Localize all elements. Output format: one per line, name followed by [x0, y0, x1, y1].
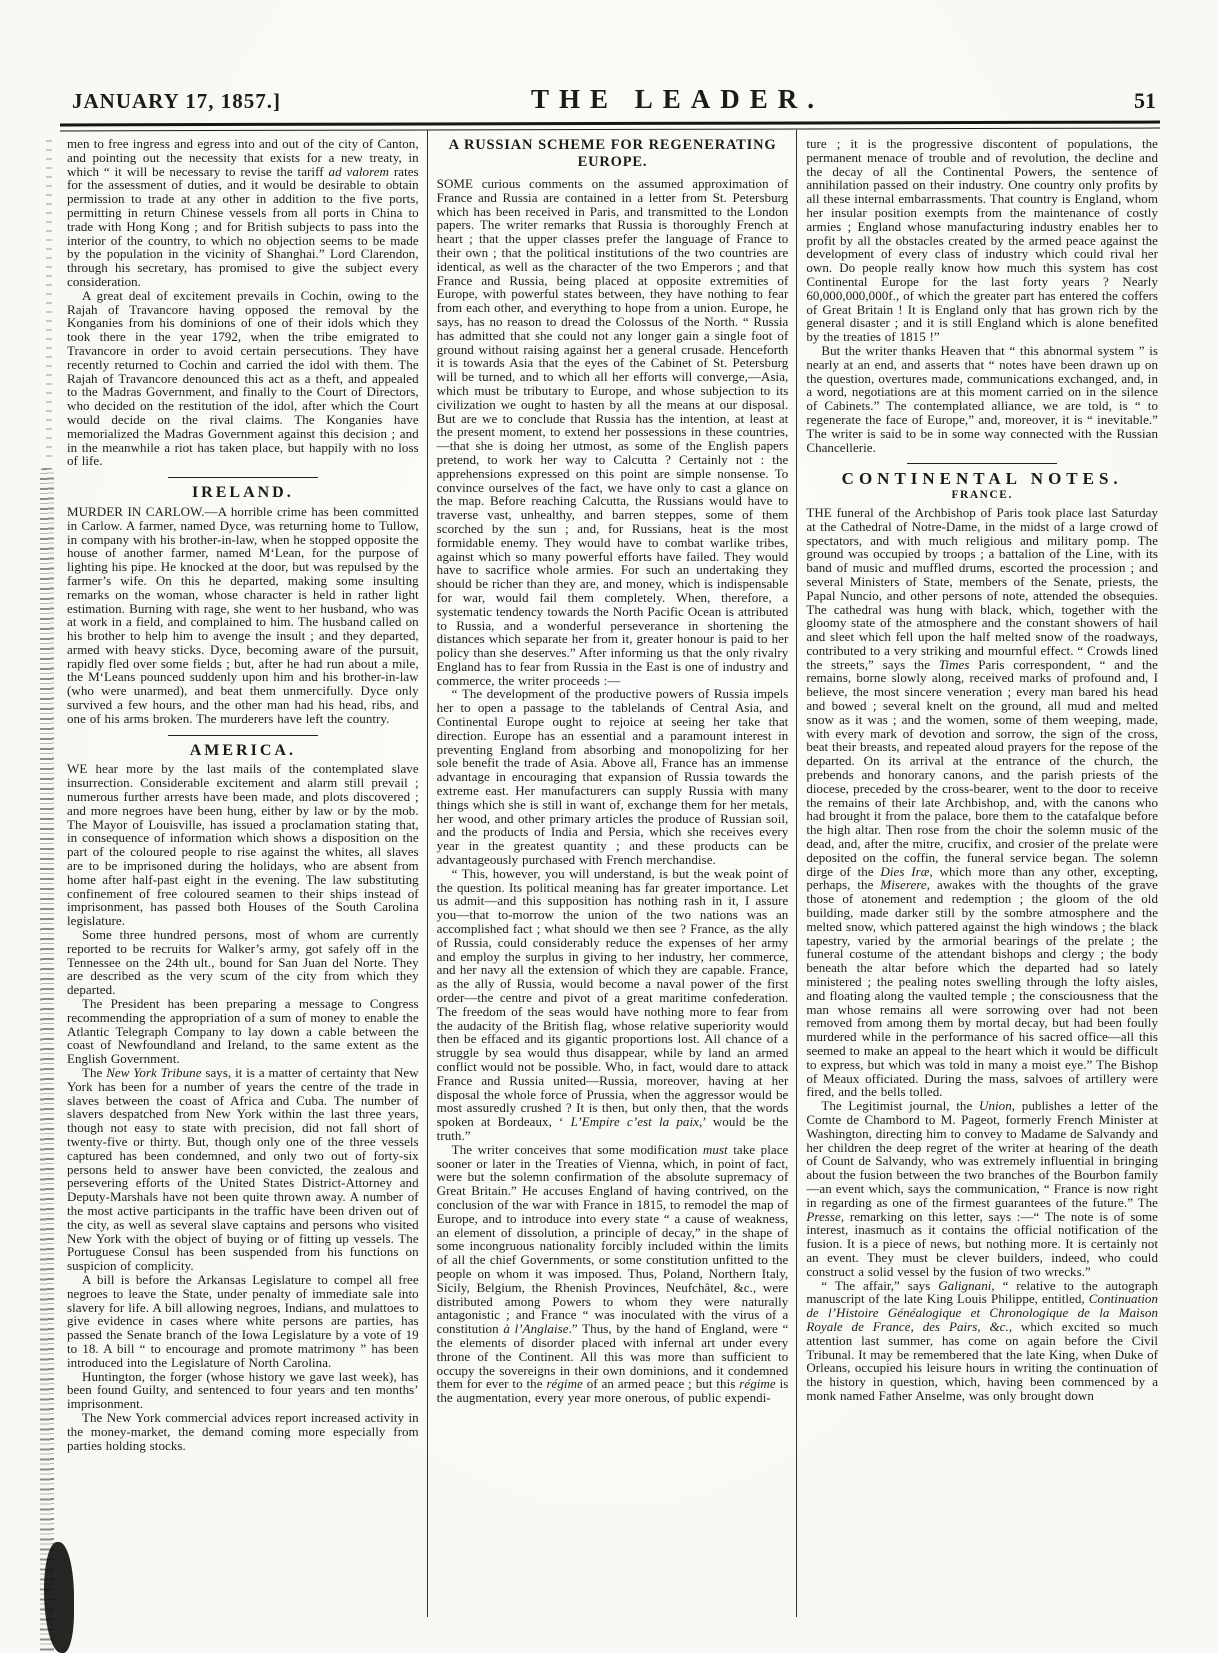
russian-scheme-continuation-paragraph: ture ; it is the progressive discontent of populations, the permanent menace of trouble and of revolution, the decline and the decay of all the Continental Powers, the sentence of annihilation passed on their industry. One country only profits by all these internal embarrassments. That country is England, whom her insular position exempts from the maintenance of costly armies ; England whose manufacturing industry enables her to profit by all the obstacles created by the armed peace against the development of every class of industry which could rival her own. Do people really know how much this system has cost Continental Europe for the last forty years ? Nearly 60,000,000,000f., of which the greater part has entered the coffers of Great Britain ! It is England only that has grown rich by the general disaster ; and it is still England which is alone benefited by the treaties of 1815 !” [806, 136, 1159, 345]
russian-scheme-paragraph-3: “ This, however, you will understand, is but the weak point of the question. Its political meaning has far greater importance. Let us admit—and this supposition has nothing rash in it, I assure you—that to-morrow the union of the two nations was an accomplished fact ; what should we then see ? France, as the ally of Russia, could considerably reduce the expenses of her army and employ the surplus in giving to her industry, her commerce, and her navy all the extension of which they are capable. France, as the ally of Russia, would become a naval power of the first order—the centre and pivot of a great maritime confederation. The freedom of the seas would have nothing more to fear from the audacity of the British flag, whose relative superiority would then be effaced and its gigantic proportions lost. All chance of a struggle by sea would thus disappear, while by land an armed conflict would not be possible. Who, in fact, would dare to attack France and Russia united—Russia, moreover, having at her disposal the whole force of Prussia, when the aggressor would be most assuredly crushed ? It is then, but only then, that the words spoken at Bordeaux, ‘ L’Empire c’est la paix,’ would be the truth.” [436, 865, 789, 1143]
section-divider-rule [168, 477, 318, 478]
section-divider-rule [168, 735, 318, 736]
scan-noise-top [46, 140, 52, 460]
ireland-heading: IRELAND. [191, 484, 294, 502]
page-number: 51 [1133, 88, 1156, 113]
continental-notes-heading: CONTINENTAL NOTES. [841, 469, 1123, 489]
scan-noise-left-edge [40, 468, 54, 1653]
ireland-murder-paragraph: MURDER IN CARLOW.—A horrible crime has been committed in Carlow. A farmer, named Dyce, was returning home to Tullow, in company with his brother-in-law, when he stopped opposite the house of another farmer, named M‘Lean, for the purpose of lighting his pipe. He knocked at the door, but was repulsed by the farmer’s wife. On this he departed, making some insulting remarks on the woman, whose character is held in rather light estimation. Burning with rage, she went to her husband, who was at work in a field, and complained to him. The husband called on his brother to help him to avenge the insult ; and they departed, armed with heavy sticks. Dyce, becoming aware of the pursuit, rapidly fled over some fields ; but, after he had run about a mile, the M‘Leans pounced suddenly upon him and his brother-in-law (who were unarmed), and beat them unmercifully. Dyce only survived a few hours, and the other man had his head, ribs, and one of his arms broken. The murderers have left the country. [67, 503, 419, 726]
russian-scheme-paragraph-1: SOME curious comments on the assumed approximation of France and Russia are contained in a letter from St. Petersburg which has been received in Paris, and transmitted to the London papers. The writer remarks that Russia is thoroughly French at heart ; that the upper classes prefer the language of France to their own ; that the political institutions of the two countries are identical, as well as the character of the two Emperors ; and that France and Russia, being placed at opposite extremities of Europe, with powerful states between, they have nothing to fear from each other, and everything to hope from a union. Europe, he says, has no reason to dread the Colossus of the North. “ Russia has admitted that she could not any longer gain a single foot of ground without raising against her a general crusade. Henceforth it is towards Asia that the eyes of the Cabinet of St. Petersburg will be turned, and to which all her efforts will converge,—Asia, which must be tributary to Europe, and whose subjection to its civilization we ought to hasten by all the means at our disposal. But are we to conclude that Russia has the intention, at least at the present moment, to extend her possessions in these countries,—that she is doing her utmost, as some of the English papers pretend, to work her way to Calcutta ? Certainly not : the apprehensions expressed on this point are simple nonsense. To convince ourselves of the fact, we have only to cast a glance on the map. Before reaching Calcutta, the Russians would have to traverse vast, unhealthy, and barren steppes, some of them scorched by the sun ; and, for Russians, heat is the most formidable enemy. They would have to combat warlike tribes, against which so many powerful efforts have failed. They would have to sacrifice whole armies. For such an undertaking they should be richer than they are, and money, which is indispensable for war, would fail them completely. When, therefore, a systematic tendency towards the North Pacific Ocean is attributed to Russia, and a wonderful perseverance in shortening the distances which separate her from it, greater honour is paid to her policy than she deserves.” After informing us that the only rivalry England has to fear from Russia in the East is one of industry and commerce, the writer proceeds :— [436, 176, 789, 688]
money-market-paragraph: The New York commercial advices report increased activity in the money-market, the demand coming more especially from parties holding stocks. [67, 1409, 419, 1453]
date-header: JANUARY 17, 1857.] [72, 89, 281, 113]
france-subheading: FRANCE. [951, 489, 1013, 502]
abnormal-system-paragraph: But the writer thanks Heaven that “ this abnormal system ” is nearly at an end, and asserts that “ notes have been drawn up on the question, overtures made, communications exchanged, and, in a word, negotiations are at this moment carried on in the silence of Cabinets.” The contemplated alliance, we are told, is “ to regenerate the face of Europe,” and, moreover, it is “ inevitable.” The writer is said to be in some way connected with the Russian Chancellerie. [806, 342, 1159, 455]
galignani-manuscript-paragraph: “ The affair,” says Galignani, “ relative to the autograph manuscript of the late King Louis Philippe, entitled, Continuation de l’Histoire Généalogique et Chronologique de la Maison Royale de France, des Pairs, &c., which excited so much attention last summer, has come on again before the Civil Tribunal. It may be remembered that the late King, when Duke of Orleans, occupied his leisure hours in writing the continuation of the history in question, which, having been commenced by a monk named Father Anselme, was only brought down [806, 1277, 1159, 1403]
column-right [796, 130, 1166, 1617]
russian-scheme-paragraph-2: “ The development of the productive powers of Russia impels her to open a passage to the tablelands of Central Asia, and Continental Europe ought to rejoice at seeing her take that direction. Europe has an essential and a paramount interest in preventing England from absorbing and monopolizing for her sole benefit the trade of Asia. Above all, France has an immense advantage in encouraging that expansion of Russia towards the extreme east. Her manufacturers can supply Russia with many things which she is still in want of, exchange them for her metals, her wood, and other primary articles the produce of Russian soil, and the products of India and Persia, which she receives every year in the greatest quantity ; and these products can be advantageously purchased with French merchandise. [436, 686, 789, 868]
walker-recruits-paragraph: Some three hundred persons, most of whom are currently reported to be recruits for Walker’s army, got safely off in the Tennessee on the 24th ult., bound for San Juan del Norte. They are described as the very scum of the city from which they departed. [67, 927, 419, 998]
section-divider-rule [907, 463, 1057, 464]
russian-scheme-paragraph-4: The writer conceives that some modification must take place sooner or later in the Treaties of Vienna, which, in point of fact, were but the solemn confirmation of the absolute supremacy of Great Britain.” He accuses England of having contrived, on the conclusion of the war with France in 1815, to remodel the map of Europe, and to introduce into every state “ a cause of weakness, an element of dissolution, a principle of decay,” in the shape of some incongruous nationality forcibly included within the limits of all the chief Governments, or some constitution unfitted to the people on whom it was imposed. Thus, Poland, Northern Italy, Sicily, Belgium, the Rhenish Provinces, Neufchâtel, &c., were distributed among Powers to whom they were naturally antagonistic ; and France “ was inoculated with the virus of a constitution à l’Anglaise.” Thus, by the hand of England, were “ the elements of disorder placed with infernal art under every throne of the Continent. All this was more than sufficient to occupy the sovereigns in their own dominions, and it condemned them for ever to the régime of an armed peace ; but this régime is the augmentation, every year more onerous, of public expendi- [436, 1141, 789, 1406]
atlantic-telegraph-paragraph: The President has been preparing a message to Congress recommending the appropriation of a sum of money to enable the Atlantic Telegraph Company to lay down a cable between the coast of Newfoundland and Ireland, to the same extent as the English Government. [67, 996, 419, 1067]
column-container [58, 130, 1166, 1617]
masthead-title: THE LEADER. [530, 84, 824, 114]
slave-trade-paragraph: The New York Tribune says, it is a matter of certainty that New York has been for a number of years the centre of the trade in slaves between the coast of Africa and Cuba. The number of slavers despatched from New York within the last three years, though not easy to state with precision, did not fall short of twenty-five or thirty. But, though only one of the three vessels captured has been condemned, and only two out of forty-six persons held to answer have been convicted, the zealous and persevering efforts of the United States District-Attorney and Deputy-Marshals have not been quite thrown away. A number of the most active participants in the traffic have been driven out of the city, as well as several slave captains and persons who visited New York with the object of buying or of fitting up vessels. The Portuguese Consul has been suspended from his functions on suspicion of complicity. [67, 1065, 419, 1274]
chambord-letter-paragraph: The Legitimist journal, the Union, publishes a letter of the Comte de Chambord to M. Pageot, formerly French Minister at Washington, directing him to convey to Madame de Salvandy and her children the deep regret of the writer at hearing of the death of Count de Salvandy, who was extremely influential in bringing about the fusion between the two branches of the Bourbon family—an event which, says the communication, “ France is now right in regarding as one of the firmest guarantees of the future.” The Presse, remarking on this letter, says :—“ The note is of some interest, inasmuch as it contains the official notification of the fusion. It is a piece of news, but nothing more. It is certainly not an event. They must be clever builders, indeed, who could construct a solid vessel by the fusion of two wrecks.” [806, 1098, 1159, 1279]
page-header [72, 0, 1156, 115]
china-trade-paragraph: men to free ingress and egress into and out of the city of Canton, and pointing out the necessity that exists for a new treaty, in which “ it will be necessary to revise the tariff ad valorem rates for the assessment of duties, and it would be desirable to obtain permission to trade at any other in addition to the five ports, permitting in return Chinese vessels from all ports in China to trade with Hong Kong ; and for British subjects to pass into the interior of the country, to which no objection seems to be made by the population in the vicinity of Shanghai.” Lord Clarendon, through his secretary, has promised to give the subject every consideration. [67, 136, 419, 289]
column-middle [427, 130, 797, 1617]
cochin-paragraph: A great deal of excitement prevails in Cochin, owing to the Rajah of Travancore having opposed the removal by the Konganies from his dominions of one of their idols which they took there in the year 1792, when the tribe emigrated to Travancore in order to avoid certain persecutions. They have recently returned to Cochin and carried the idol with them. The Rajah of Travancore denounced this act as a theft, and appealed to the Madras Government, and finally to the Court of Directors, who decided on the restitution of the idol, after which the Court would decide on the rival claims. The Konganies have memorialized the Madras Government against this decision ; and in the meanwhile a riot has taken place, but happily with no loss of life. [67, 287, 419, 469]
archbishop-funeral-paragraph: THE funeral of the Archbishop of Paris took place last Saturday at the Cathedral of Notre-Dame, in the midst of a large crowd of spectators, and with much religious and military pomp. The ground was occupied by troops ; a battalion of the Line, with its band of music and muffled drums, escorted the procession ; and several Ministers of State, members of the Senate, priests, the Papal Nuncio, and other persons of note, attended the obsequies. The cathedral was hung with black, which, together with the gloomy state of the atmosphere and the constant showers of hail and sleet which fell upon the half melted snow of the roadways, contributed to a very striking and mournful effect. “ Crowds lined the streets,” says the Times Paris correspondent, “ and the remains, borne slowly along, received marks of profound and, I believe, the most sincere veneration ; every man bared his head and bowed ; several knelt on the ground, all mud and melted snow as it was ; and the women, some of them weeping, made, with every mark of devotion and sorrow, the sign of the cross, beat their breasts, and repeated aloud prayers for the repose of the departed. On its arrival at the entrance of the church, the prebends and honorary canons, and the parish priests of the diocese, preceded by the cross-bearer, went to the door to receive the remains of their late Archbishop, and, with the canons who had brought it from the palace, bore them to the catafalque before the high altar. Then rose from the choir the solemn music of the dead, and, after the mitre, crucifix, and crosier of the prelate were deposited on the coffin, the funeral service began. The solemn dirge of the Dies Iræ, which more than any other, excepting, perhaps, the Miserere, awakes with the thoughts of the grave those of atonement and redemption ; the gloom of the old building, made darker still by the sombre atmosphere and the melted snow, which pattered against the high windows ; the black tapestry, varied by the armorial bearings of the prelate ; the funeral costume of the attendant bishops and clergy ; the body beneath the altar before which the departed had so lately ministered ; the pealing notes swelling through the lofty aisles, and floating along the vaulted temple ; the consciousness that the man whose remains all were sorrowing over had not been removed from among them by mortal decay, but had been foully murdered while in the performance of his sacred office—all this seemed to make an appeal to the heart which it would be difficult to express, but which was told in many a moist eye.” The Bishop of Meaux officiated. During the mass, salvoes of artillery were fired, and the bells tolled. [806, 504, 1159, 1100]
america-heading: AMERICA. [189, 741, 296, 759]
column-left [58, 130, 427, 1617]
huntington-paragraph: Huntington, the forger (whose history we gave last week), has been found Guilty, and sentenced to four years and ten months’ imprisonment. [67, 1368, 419, 1412]
america-insurrection-paragraph: WE hear more by the last mails of the contemplated slave insurrection. Considerable excitement and alarm still prevail ; numerous further arrests have been made, and plots discovered ; and more negroes have been hung, either by law or by the mob. The Mayor of Louisville, has issued a proclamation stating that, in consequence of information which shows a disposition on the part of the coloured people to rise against the whites, all slaves are to be imprisoned during the holidays, who are absent from home after half-past eight in the evening. The law substituting confinement of free coloured seamen to their ships instead of imprisonment, has passed both Houses of the South Carolina legislature. [67, 761, 419, 929]
arkansas-bill-paragraph: A bill is before the Arkansas Legislature to compel all free negroes to leave the State, under penalty of immediate sale into slavery for life. A bill allowing negroes, Indians, and mulattoes to give evidence in cases where white persons are parties, has passed the Senate branch of the Iowa Legislature by a vote of 19 to 18. A bill “ to encourage and promote matrimony ” has been introduced into the Legislature of North Carolina. [67, 1271, 419, 1370]
russian-scheme-title: A RUSSIAN SCHEME FOR REGENERATING EUROPE. [448, 137, 777, 170]
